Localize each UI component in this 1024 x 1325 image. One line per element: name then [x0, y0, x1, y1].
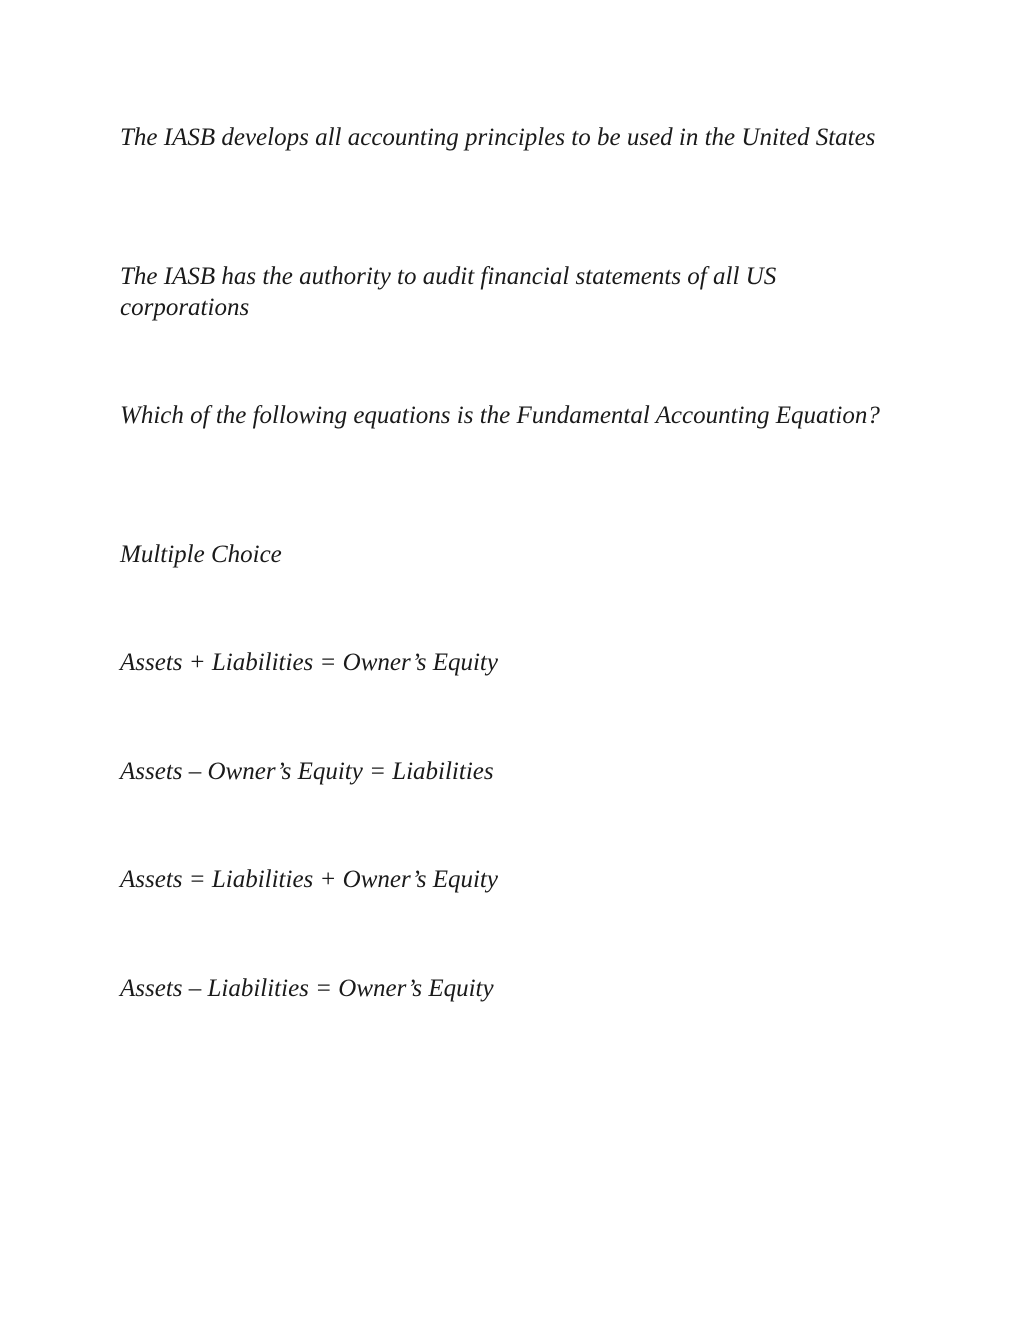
- answer-option: Assets – Liabilities = Owner’s Equity: [120, 975, 494, 1002]
- question-type-label: Multiple Choice: [120, 541, 282, 568]
- question-text: Which of the following equations is the Fundamental Accounting Equation?: [120, 402, 880, 429]
- answer-option: Assets = Liabilities + Owner’s Equity: [120, 866, 498, 893]
- statement-iasb-develops: The IASB develops all accounting principles to be used in the United States: [120, 124, 876, 151]
- answer-option: Assets + Liabilities = Owner’s Equity: [120, 649, 498, 676]
- statement-iasb-audit: The IASB has the authority to audit financial statements of all US corporations: [120, 263, 777, 321]
- answer-option: Assets – Owner’s Equity = Liabilities: [120, 758, 494, 785]
